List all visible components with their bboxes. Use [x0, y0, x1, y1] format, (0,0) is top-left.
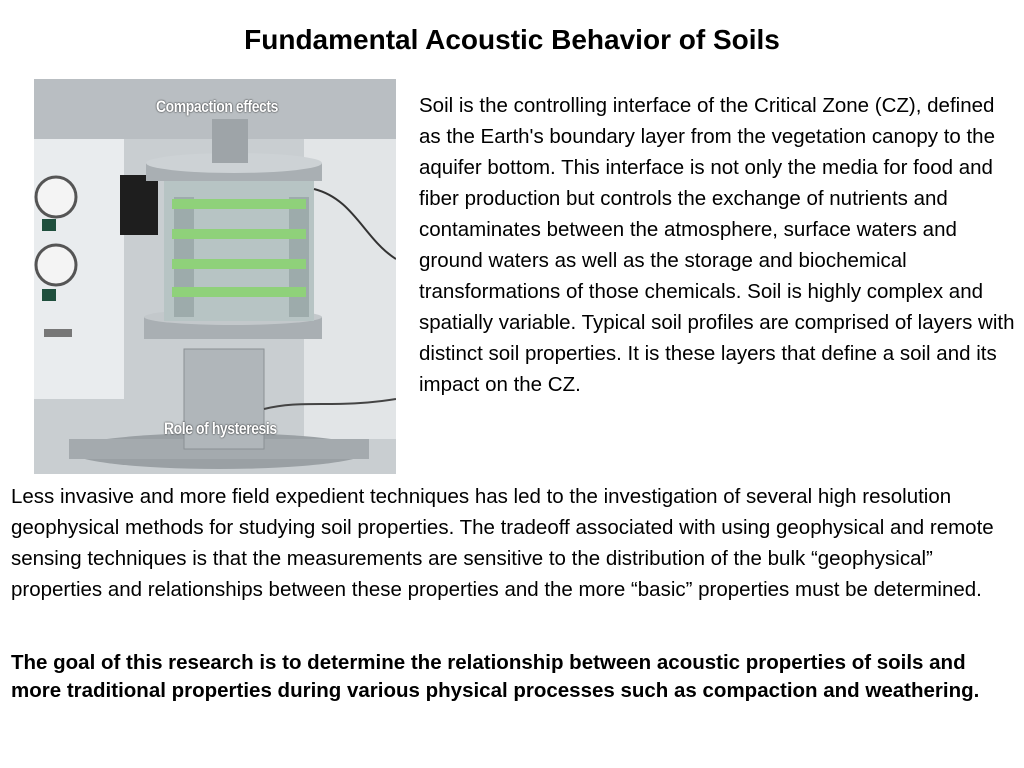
photo-label-compaction: Compaction effects — [156, 97, 278, 116]
apparatus-illustration — [34, 79, 396, 474]
methods-paragraph: Less invasive and more field expedient techniques has led to the investigation of several high resolution geophysical methods for studying soil properties. The tradeoff associated with using geophysical and remote sensing techniques is that the measurements are sensitive to the distribution of the bulk “geophysical” properties and relationships between these properties and the more “basic” properties must be determined. — [11, 485, 994, 601]
photo-label-hysteresis: Role of hysteresis — [164, 419, 277, 438]
intro-paragraph: Soil is the controlling interface of the Critical Zone (CZ), defined as the Earth's boundary layer from the vegetation canopy to the aquifer bottom. This interface is not only the media for food and fiber production but controls the exchange of nutrients and contaminates between the atmosphere, surface waters and ground waters as well as the storage and biochemical transformations of those chemicals. Soil is highly complex and spatially variable. Typical soil profiles are comprised of layers with distinct soil properties. It is these layers that define a soil and its impact on the CZ. — [419, 94, 1015, 396]
slide-title: Fundamental Acoustic Behavior of Soils — [244, 24, 780, 55]
goal-paragraph: The goal of this research is to determine the relationship between acoustic properties of soils and more traditional properties during various physical processes such as compaction and weathering. — [11, 651, 980, 702]
apparatus-photo — [34, 79, 396, 474]
